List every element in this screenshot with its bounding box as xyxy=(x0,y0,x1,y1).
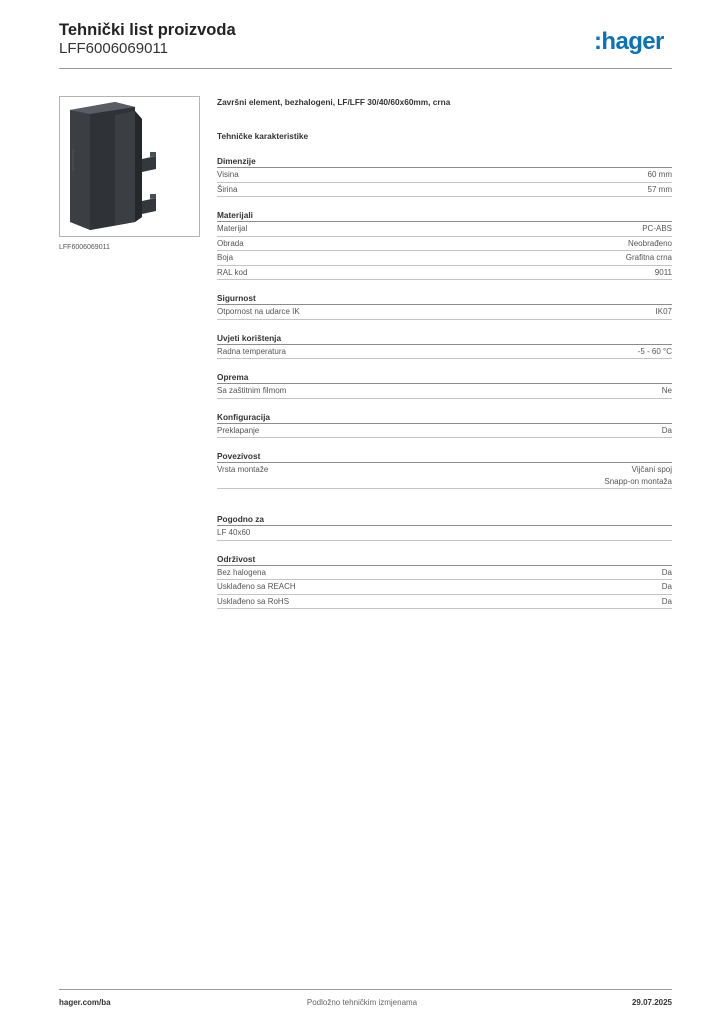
spec-value: Snapp-on montaža xyxy=(604,476,672,486)
spec-value: Grafitna crna xyxy=(625,253,672,262)
section-dimenzije xyxy=(217,155,672,197)
hager-logo-icon xyxy=(594,27,674,57)
section-title: Povezivost xyxy=(217,450,672,463)
spec-row xyxy=(217,222,672,237)
spec-value: Da xyxy=(661,582,672,591)
footer-divider xyxy=(59,989,672,990)
image-caption: LFF6006069011 xyxy=(59,244,110,251)
spec-value-group xyxy=(604,464,672,487)
spec-label: Materijal xyxy=(217,224,248,233)
spec-label: Obrada xyxy=(217,238,244,248)
hager-logo xyxy=(594,27,674,57)
spec-row xyxy=(217,183,672,198)
section-title: Konfiguracija xyxy=(217,411,672,424)
spec-value: Ne xyxy=(661,386,672,395)
section-title: Održivost xyxy=(217,553,672,566)
footer-website[interactable]: hager.com/ba xyxy=(59,998,111,1007)
spec-row xyxy=(217,566,672,581)
section-odrzivost xyxy=(217,553,672,610)
spec-row xyxy=(217,251,672,266)
spec-label: Vrsta montaže xyxy=(217,465,269,474)
spec-value: PC-ABS xyxy=(642,224,672,233)
spec-row xyxy=(217,168,672,183)
product-description: Završni element, bezhalogeni, LF/LFF 30/40/60x60mm, crna xyxy=(217,97,451,107)
section-povezivost xyxy=(217,450,672,489)
section-title: Pogodno za xyxy=(217,513,672,526)
spec-label: Radna temperatura xyxy=(217,346,286,356)
section-title: Materijali xyxy=(217,209,672,222)
section-title: Oprema xyxy=(217,371,672,384)
spec-row xyxy=(217,237,672,252)
spec-row xyxy=(217,424,672,439)
spec-label: Sa zaštitnim filmom xyxy=(217,386,287,395)
page-title: Tehnički list proizvoda xyxy=(59,21,236,39)
product-image xyxy=(59,96,200,237)
spec-value: 60 mm xyxy=(647,170,672,179)
spec-value: IK07 xyxy=(655,307,672,316)
section-sigurnost xyxy=(217,292,672,320)
spec-label: Usklađeno sa REACH xyxy=(217,582,296,591)
spec-label: RAL kod xyxy=(217,267,248,277)
spec-content xyxy=(217,96,672,621)
spec-value: 57 mm xyxy=(647,184,672,194)
spec-label: Preklapanje xyxy=(217,425,260,435)
spec-row xyxy=(217,384,672,399)
spec-label: LF 40x60 xyxy=(217,528,251,537)
header-divider xyxy=(59,68,672,69)
product-render-icon xyxy=(60,97,199,236)
section-oprema xyxy=(217,371,672,399)
section-materijali xyxy=(217,209,672,280)
section-title: Dimenzije xyxy=(217,155,672,168)
footer-note: Podložno tehničkim izmjenama xyxy=(306,998,418,1007)
spec-value: Neobrađeno xyxy=(627,238,672,248)
section-uvjeti-koristenja xyxy=(217,332,672,360)
spec-row xyxy=(217,266,672,281)
spec-row xyxy=(217,595,672,610)
section-pogodno-za xyxy=(217,513,672,541)
spec-label: Visina xyxy=(217,170,239,179)
spec-value: Da xyxy=(661,425,672,435)
tech-heading: Tehničke karakteristike xyxy=(217,131,309,141)
section-title: Sigurnost xyxy=(217,292,672,305)
footer-date: 29.07.2025 xyxy=(631,998,672,1007)
spec-value: Vijčani spoj xyxy=(631,465,672,474)
spec-row xyxy=(217,580,672,595)
spec-label: Usklađeno sa RoHS xyxy=(217,596,290,606)
spec-row xyxy=(217,305,672,320)
spec-row xyxy=(217,345,672,360)
spec-value: Da xyxy=(661,596,672,606)
spec-value: -5 - 60 °C xyxy=(637,346,672,356)
logo-text: :hager xyxy=(594,28,664,55)
spec-value: Da xyxy=(661,567,672,577)
spec-value: 9011 xyxy=(654,267,672,277)
spec-label: Bez halogena xyxy=(217,567,266,577)
product-code: LFF6006069011 xyxy=(59,40,168,57)
spec-label: Širina xyxy=(217,184,238,194)
spec-label: Boja xyxy=(217,253,234,262)
spec-row xyxy=(217,526,672,541)
section-title: Uvjeti korištenja xyxy=(217,332,672,345)
section-konfiguracija xyxy=(217,411,672,439)
spec-row xyxy=(217,463,672,489)
spec-label: Otpornost na udarce IK xyxy=(217,307,300,316)
